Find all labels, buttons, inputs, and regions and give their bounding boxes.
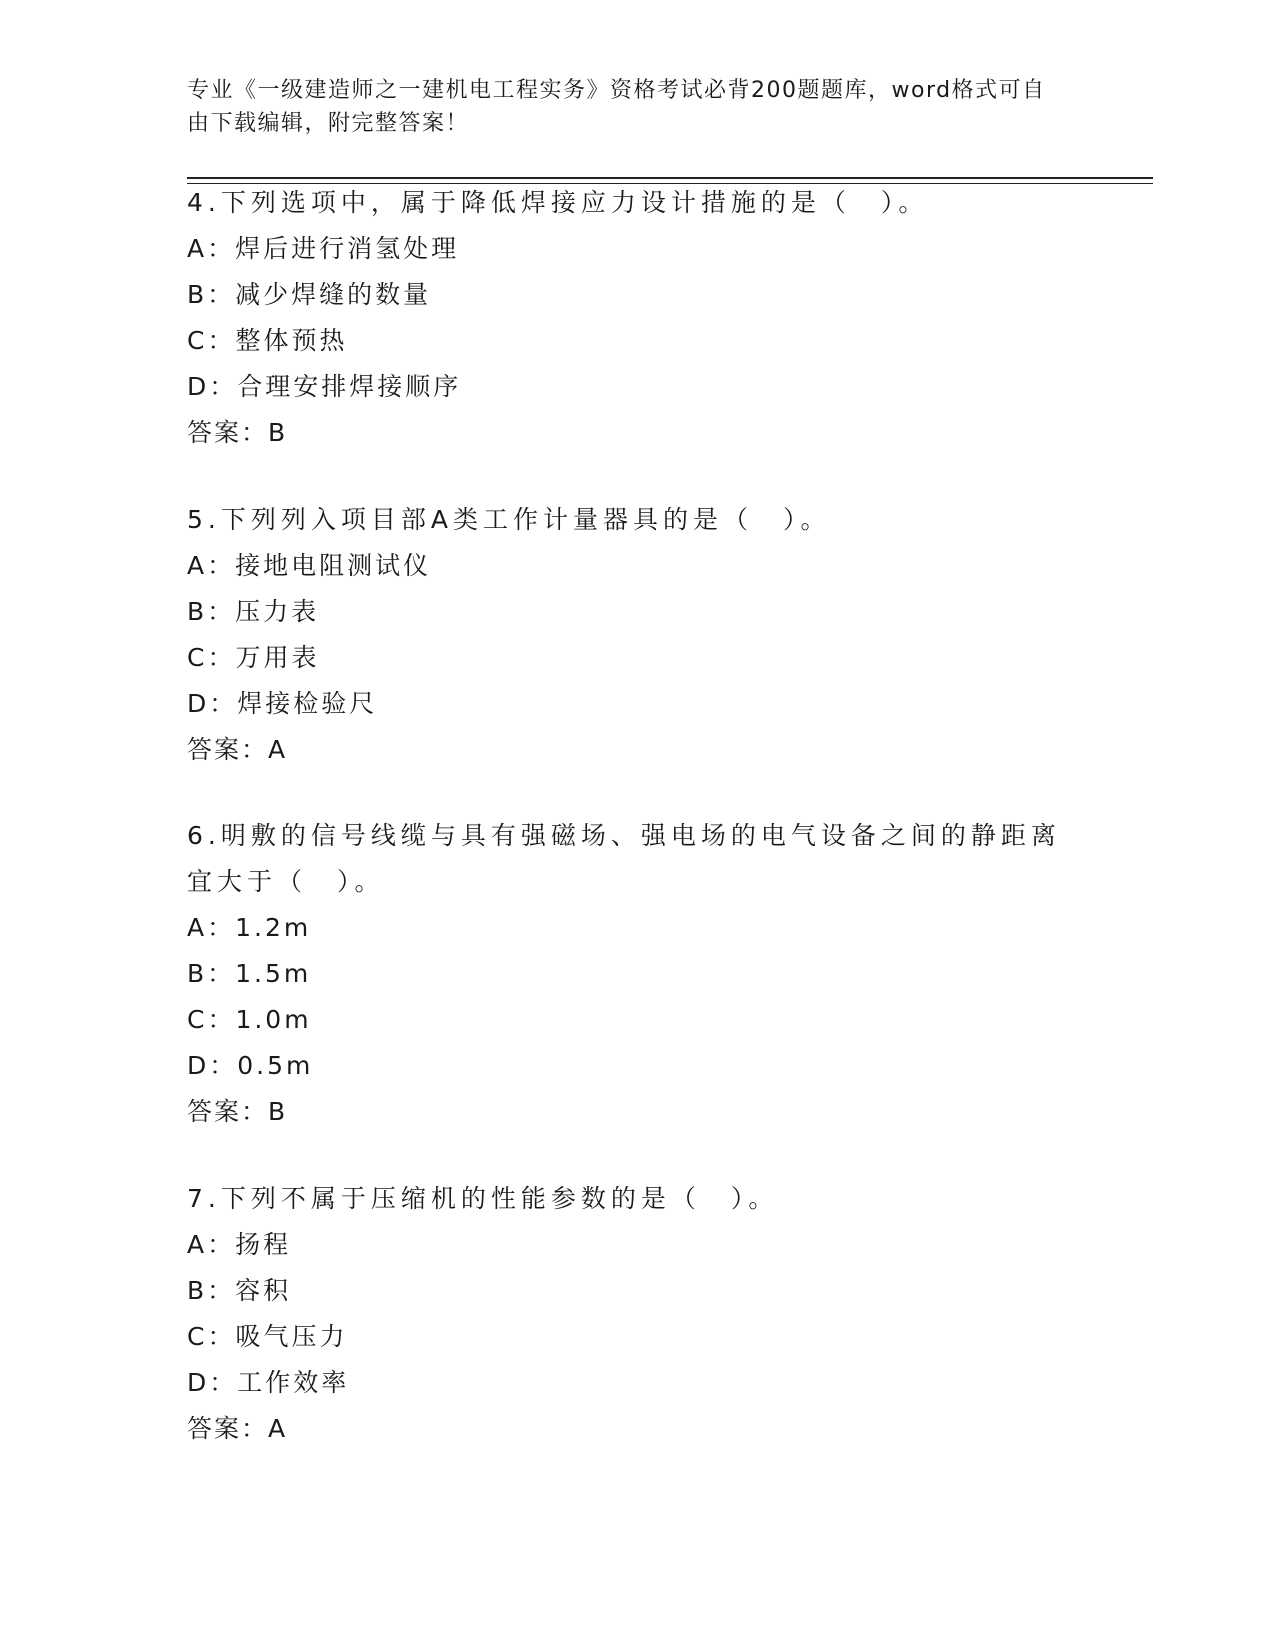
option-c: C：万用表 [187, 643, 320, 672]
answer-line: 答案：A [187, 1414, 288, 1443]
question-block-4 [187, 180, 1087, 456]
option-d: D：焊接检验尺 [187, 689, 378, 718]
option-d: D：0.5m [187, 1051, 314, 1080]
option-c: C：1.0m [187, 1005, 312, 1034]
option-a: A：扬程 [187, 1230, 292, 1259]
question-stem: 5.下列列入项目部A类工作计量器具的是（ ）。 [187, 505, 831, 534]
question-stem: 4.下列选项中，属于降低焊接应力设计措施的是（ ）。 [187, 188, 929, 217]
answer-line: 答案：B [187, 418, 288, 447]
document-header: 专业《一级建造师之一建机电工程实务》资格考试必背200题题库，word格式可自由下载编辑，附完整答案！ [187, 78, 1046, 136]
option-c: C：吸气压力 [187, 1322, 348, 1351]
question-block-5 [187, 497, 1087, 773]
option-b: B：1.5m [187, 959, 312, 988]
option-b: B：容积 [187, 1276, 292, 1305]
option-b: B：压力表 [187, 597, 320, 626]
answer-line: 答案：A [187, 735, 288, 764]
option-a: A：焊后进行消氢处理 [187, 234, 460, 263]
question-block-7 [187, 1176, 1087, 1452]
question-stem: 7.下列不属于压缩机的性能参数的是（ ）。 [187, 1184, 779, 1213]
option-a: A：接地电阻测试仪 [187, 551, 432, 580]
answer-line: 答案：B [187, 1097, 288, 1126]
option-b: B：减少焊缝的数量 [187, 280, 432, 309]
option-d: D：合理安排焊接顺序 [187, 372, 462, 401]
option-c: C：整体预热 [187, 326, 348, 355]
option-d: D：工作效率 [187, 1368, 350, 1397]
option-a: A：1.2m [187, 913, 312, 942]
header-divider [187, 177, 1153, 179]
question-block-6 [187, 813, 1087, 1135]
question-stem: 6.明敷的信号线缆与具有强磁场、强电场的电气设备之间的静距离宜大于（ ）。 [187, 821, 1061, 896]
